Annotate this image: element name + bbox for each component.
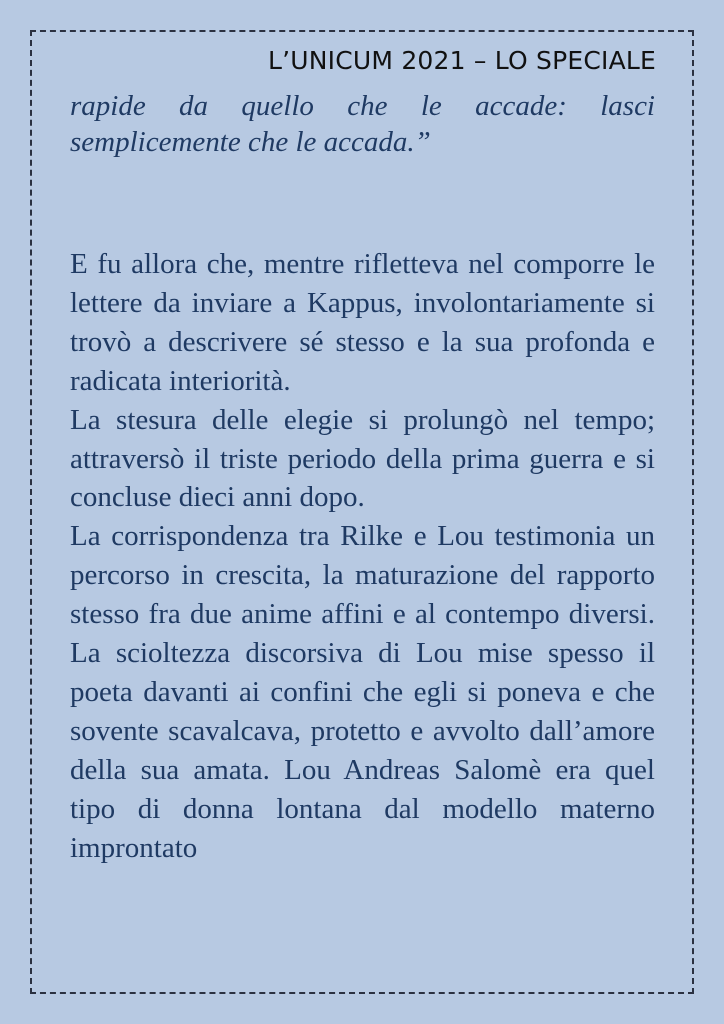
- paragraph-2: La stesura delle elegie si prolungò nel tempo; attraversò il triste periodo della prima guerra e si concluse dieci anni dopo.: [70, 403, 655, 514]
- paragraph-3: La corrispondenza tra Rilke e Lou testimonia un percorso in crescita, la maturazione del rapporto stesso fra due anime affini e al contempo diversi. La scioltezza discorsiva di Lou mise spesso il poeta davanti ai confini che egli si poneva e che sovente scavalcava, protetto e avvolto dall’amore della sua amata. Lou Andreas Salomè era quel tipo di donna lontana dal modello materno improntato: [70, 520, 655, 864]
- page-header-title: L’UNICUM 2021 – LO SPECIALE: [268, 46, 656, 75]
- italic-quote: rapide da quello che le accade: lasci semplicemente che le accada.”: [70, 90, 655, 158]
- body-text: [70, 245, 655, 868]
- paragraph-1: E fu allora che, mentre rifletteva nel comporre le lettere da inviare a Kappus, involontariamente si trovò a descrivere sé stesso e la sua profonda e radicata interiorità.: [70, 248, 655, 397]
